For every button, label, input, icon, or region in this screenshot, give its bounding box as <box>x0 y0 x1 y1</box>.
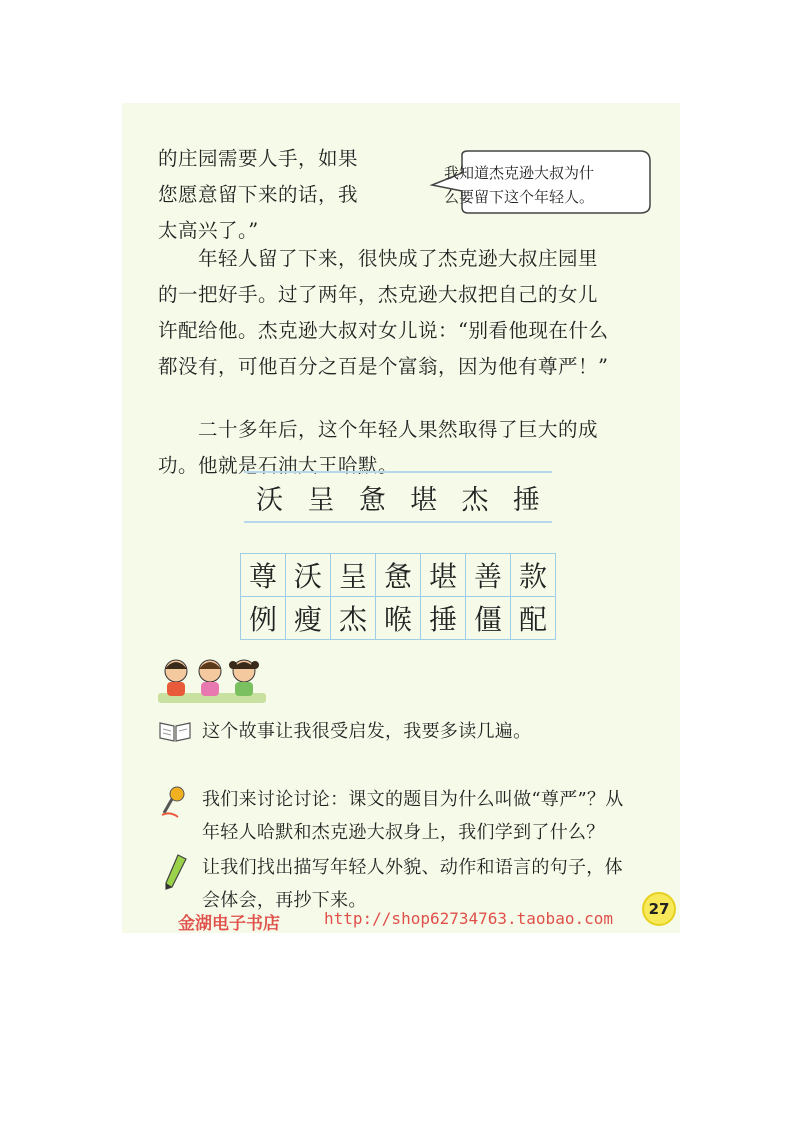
text-line: 都没有，可他百分之百是个富翁，因为他有尊严！” <box>158 355 609 378</box>
grid-char: 配 <box>511 597 556 640</box>
activity-line: 让我们找出描写年轻人外貌、动作和语言的句子，体 <box>202 857 623 878</box>
activity-line: 会体会，再抄下来。 <box>202 890 367 911</box>
page-number-badge: 27 <box>642 892 676 926</box>
text-line: 功。他就是石油大王哈默。 <box>158 454 399 477</box>
grid-char: 僵 <box>466 597 511 640</box>
grid-char: 瘦 <box>286 597 331 640</box>
grid-char: 喉 <box>376 597 421 640</box>
grid-char: 堪 <box>421 554 466 597</box>
text-line: 二十多年后，这个年轻人果然取得了巨大的成 <box>158 418 599 441</box>
watermark-footer <box>122 909 680 933</box>
bubble-line: 我知道杰克逊大叔为什 <box>444 164 595 182</box>
text-line: 太高兴了。” <box>158 219 259 242</box>
speech-bubble-text <box>444 161 594 209</box>
bubble-line: 么要留下这个年轻人。 <box>444 188 595 206</box>
text-line: 您愿意留下来的话，我 <box>158 183 359 206</box>
intro-paragraph <box>158 141 358 249</box>
activity-line: 我们来讨论讨论：课文的题目为什么叫做“尊严”？从 <box>202 789 624 810</box>
grid-char: 呈 <box>331 554 376 597</box>
story-paragraph <box>158 241 608 385</box>
pen-icon <box>160 853 190 893</box>
children-illustration-icon <box>158 655 266 705</box>
new-word-char: 杰 <box>461 484 489 516</box>
grid-char: 善 <box>466 554 511 597</box>
grid-row <box>241 597 556 640</box>
text-line: 的一把好手。过了两年，杰克逊大叔把自己的女儿 <box>158 283 599 306</box>
new-words-bar <box>244 471 552 523</box>
shop-url: http://shop62734763.taobao.com <box>324 909 613 928</box>
new-word-char: 沃 <box>256 484 284 516</box>
text-line: 许配给他。杰克逊大叔对女儿说：“别看他现在什么 <box>158 319 609 342</box>
activity-line: 这个故事让我很受启发，我要多读几遍。 <box>202 721 532 742</box>
grid-char: 款 <box>511 554 556 597</box>
textbook-page <box>122 103 680 933</box>
text-line: 年轻人留了下来，很快成了杰克逊大叔庄园里 <box>158 247 599 270</box>
activity-line: 年轻人哈默和杰克逊大叔身上，我们学到了什么？ <box>202 822 605 843</box>
grid-row <box>241 554 556 597</box>
grid-char: 惫 <box>376 554 421 597</box>
text-line: 的庄园需要人手，如果 <box>158 147 359 170</box>
new-word-char: 捶 <box>512 484 540 516</box>
grid-char: 例 <box>241 597 286 640</box>
open-book-icon <box>158 719 192 743</box>
new-word-char: 惫 <box>358 484 386 516</box>
new-word-char: 堪 <box>410 484 438 516</box>
character-grid <box>240 553 556 640</box>
grid-char: 捶 <box>421 597 466 640</box>
grid-char: 沃 <box>286 554 331 597</box>
grid-char: 尊 <box>241 554 286 597</box>
shop-name: 金湖电子书店 <box>178 914 280 934</box>
microphone-icon <box>160 785 190 819</box>
grid-char: 杰 <box>331 597 376 640</box>
new-word-char: 呈 <box>307 484 335 516</box>
